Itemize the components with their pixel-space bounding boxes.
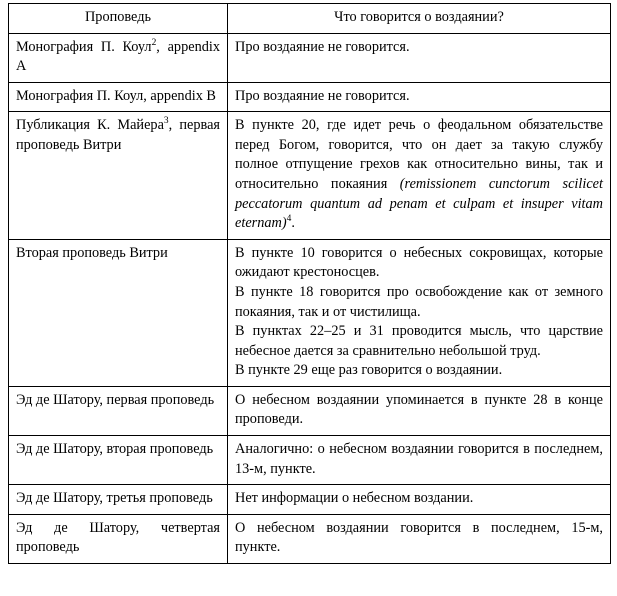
sermon-text-prefix: Вторая проповедь Витри	[16, 244, 168, 261]
sermon-text-prefix: Эд де Шатору, первая проповедь	[16, 391, 215, 408]
cell-sermon	[9, 82, 228, 112]
answer-text-latin-quote: (remissionem cunctorum scilicet peccatorum quantum ad penam et culpam et insuper vitam eternam)	[235, 176, 603, 232]
column-header-sermon: Проповедь	[9, 4, 228, 34]
table-header	[9, 4, 611, 34]
table-row	[9, 33, 611, 82]
sermon-text-prefix: Монография П. Коул, appendix B	[16, 87, 216, 104]
answer-paragraph: Аналогично: о небесном воздаянии говорится в последнем, 13-м, пункте.	[235, 440, 603, 477]
table-row	[9, 239, 611, 386]
answer-paragraph: О небесном воздаянии говорится в последнем, 15-м, пункте.	[235, 519, 603, 556]
cell-sermon	[9, 112, 228, 239]
sermon-text-prefix: Эд де Шатору, третья проповедь	[16, 490, 213, 507]
sermon-text-prefix: Монография П. Коул	[16, 38, 152, 55]
table-row	[9, 386, 611, 435]
answer-paragraph: Про воздаяние не говорится.	[235, 38, 410, 55]
cell-answer	[228, 112, 611, 239]
cell-answer	[228, 239, 611, 386]
cell-answer	[228, 82, 611, 112]
table-header-row	[9, 4, 611, 34]
cell-sermon	[9, 33, 228, 82]
column-header-answer: Что говорится о воздаянии?	[228, 4, 611, 34]
cell-answer	[228, 514, 611, 563]
table-row	[9, 485, 611, 515]
answer-paragraph	[235, 116, 603, 233]
sermon-reward-table	[8, 3, 611, 564]
cell-sermon	[9, 239, 228, 386]
cell-sermon	[9, 485, 228, 515]
answer-paragraph: В пункте 29 еще раз говорится о воздаянии.	[235, 362, 503, 379]
sermon-text-suffix: , appendix A	[16, 38, 220, 75]
answer-text-russian: В пункте 20, где идет речь о феодальном обязательстве перед Богом, говорится, что он дает за такую службу полное отпущение грехов как относительно вины, так и относительно покаяния	[235, 117, 603, 193]
cell-answer	[228, 386, 611, 435]
cell-sermon	[9, 435, 228, 484]
answer-paragraph: В пункте 10 говорится о небесных сокровищах, которые ожидают крестоносцев.	[235, 244, 603, 281]
sermon-text-suffix: , первая проповедь Витри	[16, 117, 221, 153]
sermon-text-prefix: Эд де Шатору, вторая проповедь	[16, 440, 214, 457]
sermon-text-prefix: Эд де Шатору, четвертая проповедь	[16, 519, 220, 556]
sermon-text-prefix: Публикация К. Майера	[16, 117, 164, 134]
table-row	[9, 514, 611, 563]
cell-sermon	[9, 386, 228, 435]
answer-text-tail: .	[291, 215, 295, 232]
cell-answer	[228, 435, 611, 484]
footnote-marker: 4	[286, 214, 292, 225]
cell-answer	[228, 485, 611, 515]
answer-paragraph: Про воздаяние не говорится.	[235, 87, 410, 104]
answer-paragraph: Нет информации о небесном воздании.	[235, 490, 474, 507]
answer-paragraph: В пункте 18 говорится про освобождение как от земного покаяния, так и от чистилища.	[235, 283, 603, 320]
table-row	[9, 82, 611, 112]
cell-answer	[228, 33, 611, 82]
answer-paragraph: О небесном воздаянии упоминается в пункте 28 в конце проповеди.	[235, 391, 603, 428]
table-row	[9, 435, 611, 484]
footnote-marker: 3	[163, 116, 169, 127]
footnote-marker: 2	[151, 37, 157, 48]
table-body	[9, 33, 611, 563]
cell-sermon	[9, 514, 228, 563]
table-row	[9, 112, 611, 239]
answer-paragraph: В пунктах 22–25 и 31 проводится мысль, что царствие небесное дается за сравнительно небольшой труд.	[235, 323, 603, 359]
